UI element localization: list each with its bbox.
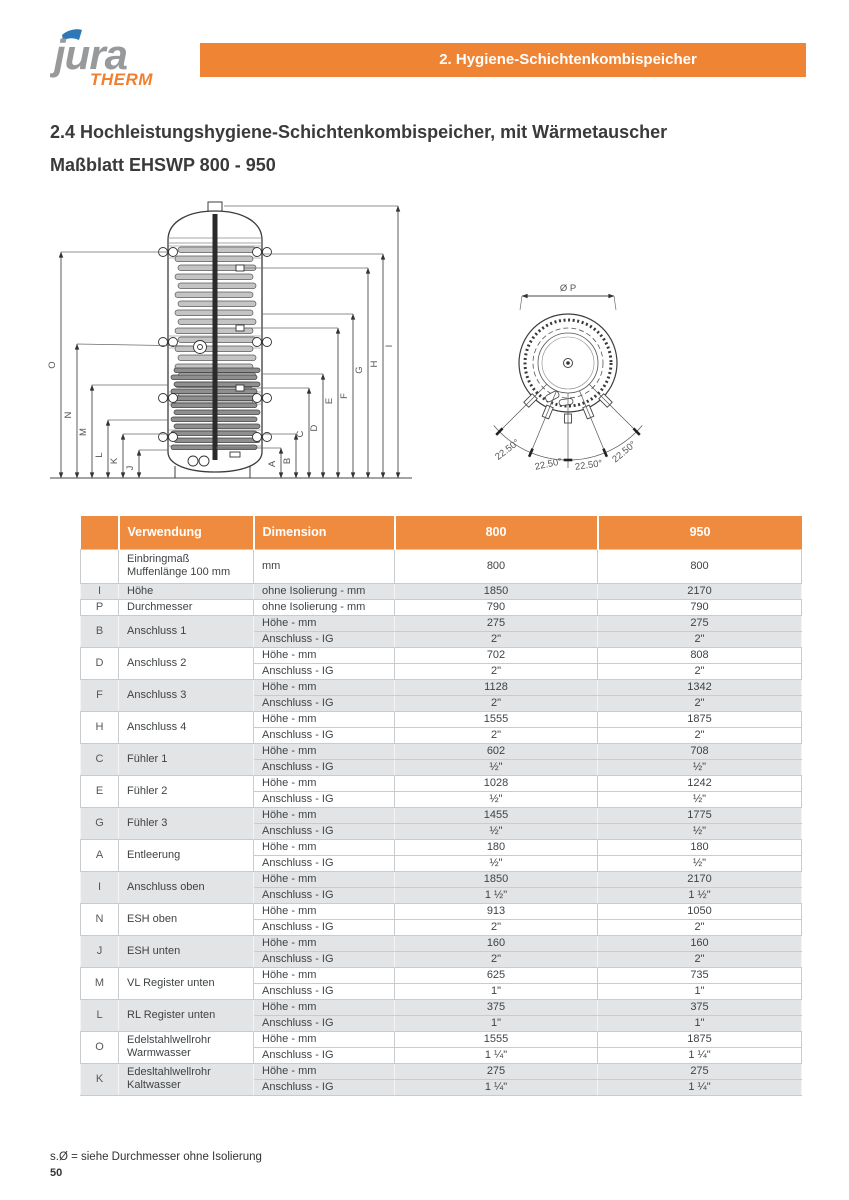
dim-letter: H	[369, 360, 380, 368]
table-row	[81, 711, 802, 727]
table-cell: Höhe - mm	[254, 999, 395, 1015]
table-cell: Anschluss - IG	[254, 919, 395, 935]
dim-letter: J	[125, 465, 136, 471]
table-cell: 1 ¼"	[395, 1047, 598, 1063]
table-cell: 1850	[395, 871, 598, 887]
table-cell: mm	[254, 549, 395, 583]
table-group	[81, 775, 802, 807]
header-verwendung: Verwendung	[119, 516, 254, 549]
table-row	[81, 583, 802, 599]
table-cell: Höhe - mm	[254, 807, 395, 823]
table-cell: Höhe - mm	[254, 743, 395, 759]
table-row	[81, 679, 802, 695]
table-cell: Anschluss - IG	[254, 759, 395, 775]
table-cell: ohne Isolierung - mm	[254, 583, 395, 599]
table-cell: ohne Isolierung - mm	[254, 599, 395, 615]
table-group	[81, 743, 802, 775]
table-row	[81, 743, 802, 759]
table-cell: Anschluss - IG	[254, 887, 395, 903]
table-cell: ½"	[598, 759, 802, 775]
table-cell: 2"	[598, 919, 802, 935]
table-cell: 1850	[395, 583, 598, 599]
table-cell: 275	[395, 615, 598, 631]
table-cell: Anschluss 3	[119, 679, 254, 711]
table-cell: ½"	[395, 791, 598, 807]
table-cell: 2"	[395, 727, 598, 743]
logo-subtext: THERM	[90, 70, 153, 87]
dim-letter: A	[267, 460, 278, 468]
table-cell: D	[81, 647, 119, 679]
dim-letter: E	[324, 397, 335, 405]
table-cell: 1875	[598, 711, 802, 727]
table-cell: 790	[598, 599, 802, 615]
table-cell: Höhe	[119, 583, 254, 599]
table-cell: Fühler 2	[119, 775, 254, 807]
technical-drawing	[0, 195, 849, 505]
table-cell: 702	[395, 647, 598, 663]
table-cell: Anschluss - IG	[254, 983, 395, 999]
table-cell: 2"	[598, 951, 802, 967]
table-cell: Höhe - mm	[254, 903, 395, 919]
table-cell: 1775	[598, 807, 802, 823]
table-cell: 602	[395, 743, 598, 759]
table-cell: ESH unten	[119, 935, 254, 967]
table-cell: 2"	[598, 727, 802, 743]
dim-letter: D	[309, 424, 320, 432]
table-cell: Höhe - mm	[254, 775, 395, 791]
dimension-table	[80, 516, 802, 1096]
table-cell: Anschluss - IG	[254, 791, 395, 807]
table-cell: Anschluss 4	[119, 711, 254, 743]
table-cell: 275	[598, 1063, 802, 1079]
table-cell: 1555	[395, 1031, 598, 1047]
table-cell: Anschluss 2	[119, 647, 254, 679]
table-cell: 708	[598, 743, 802, 759]
table-cell: Höhe - mm	[254, 615, 395, 631]
angle-label: 22.50°	[533, 456, 564, 473]
table-cell: Höhe - mm	[254, 647, 395, 663]
table-cell: 790	[395, 599, 598, 615]
table-cell: 2170	[598, 583, 802, 599]
table-cell: 1"	[598, 1015, 802, 1031]
table-cell: 2"	[598, 663, 802, 679]
table-cell: 800	[395, 549, 598, 583]
angle-label: 22.50°	[493, 437, 522, 463]
table-group	[81, 903, 802, 935]
table-cell: Höhe - mm	[254, 1063, 395, 1079]
table-cell: ESH oben	[119, 903, 254, 935]
header-dimension: Dimension	[254, 516, 395, 549]
table-cell: 1 ¼"	[395, 1079, 598, 1095]
dim-letter: G	[354, 366, 365, 374]
table-cell: 2"	[598, 695, 802, 711]
table-group	[81, 935, 802, 967]
table-cell: Höhe - mm	[254, 1031, 395, 1047]
table-cell: ½"	[598, 855, 802, 871]
page-subtitle: Maßblatt EHSWP 800 - 950	[50, 155, 276, 175]
header-950: 950	[598, 516, 802, 549]
table-row	[81, 903, 802, 919]
tank-front-view	[159, 202, 272, 478]
table-cell: 1 ¼"	[598, 1047, 802, 1063]
table-cell: Anschluss - IG	[254, 1079, 395, 1095]
table-header-row	[81, 516, 802, 549]
table-cell: ½"	[598, 791, 802, 807]
table-group	[81, 583, 802, 599]
table-cell: F	[81, 679, 119, 711]
table-cell: O	[81, 1031, 119, 1063]
table-cell: 1"	[395, 1015, 598, 1031]
table-row	[81, 775, 802, 791]
dim-letter: F	[339, 393, 350, 399]
center-pipe	[213, 214, 218, 460]
table-cell: Anschluss - IG	[254, 951, 395, 967]
table-cell: ½"	[395, 759, 598, 775]
table-cell: H	[81, 711, 119, 743]
table-cell: 375	[395, 999, 598, 1015]
table-group	[81, 615, 802, 647]
table-cell: VL Register unten	[119, 967, 254, 999]
dim-letter: N	[63, 411, 74, 419]
table-cell: G	[81, 807, 119, 839]
table-cell: Anschluss - IG	[254, 695, 395, 711]
table-row	[81, 871, 802, 887]
table-cell: Höhe - mm	[254, 711, 395, 727]
table-row	[81, 615, 802, 631]
table-cell: Fühler 3	[119, 807, 254, 839]
table-row	[81, 1063, 802, 1079]
table-cell: Anschluss - IG	[254, 1047, 395, 1063]
table-cell: Entleerung	[119, 839, 254, 871]
tank-top-view	[493, 283, 642, 473]
table-cell: 180	[598, 839, 802, 855]
table-cell: 1128	[395, 679, 598, 695]
table-cell: 2170	[598, 871, 802, 887]
table-cell: 1"	[598, 983, 802, 999]
table-cell: Anschluss - IG	[254, 823, 395, 839]
angle-label: 22.50°	[610, 439, 639, 466]
table-cell: A	[81, 839, 119, 871]
table-cell: 1875	[598, 1031, 802, 1047]
table-cell: Fühler 1	[119, 743, 254, 775]
table-cell: Durchmesser	[119, 599, 254, 615]
table-cell: 1455	[395, 807, 598, 823]
table-cell: Höhe - mm	[254, 871, 395, 887]
table-row	[81, 807, 802, 823]
table-cell: Höhe - mm	[254, 935, 395, 951]
table-cell: Edelstahlwellrohr Warmwasser	[119, 1031, 254, 1063]
page-number: 50	[50, 1167, 63, 1179]
table-cell: P	[81, 599, 119, 615]
table-cell: 1028	[395, 775, 598, 791]
dim-letter: K	[109, 457, 120, 465]
table-cell: 2"	[395, 951, 598, 967]
table-group	[81, 871, 802, 903]
table-row	[81, 599, 802, 615]
table-cell: ½"	[395, 823, 598, 839]
table-cell: M	[81, 967, 119, 999]
table-cell: Anschluss - IG	[254, 1015, 395, 1031]
table-cell: I	[81, 871, 119, 903]
table-cell: 1342	[598, 679, 802, 695]
table-cell: I	[81, 583, 119, 599]
table-cell: K	[81, 1063, 119, 1095]
table-cell: N	[81, 903, 119, 935]
table-cell: Anschluss 1	[119, 615, 254, 647]
table-cell: J	[81, 935, 119, 967]
table-cell: 808	[598, 647, 802, 663]
table-cell: Edesltahlwellrohr Kaltwasser	[119, 1063, 254, 1095]
logo-text: jura	[54, 31, 128, 78]
table-cell: 1 ¼"	[598, 1079, 802, 1095]
jura-therm-logo	[50, 27, 190, 87]
table-cell: 2"	[395, 919, 598, 935]
table-cell: Anschluss - IG	[254, 855, 395, 871]
table-row	[81, 999, 802, 1015]
table-cell: 800	[598, 549, 802, 583]
table-cell: Anschluss - IG	[254, 663, 395, 679]
table-group	[81, 647, 802, 679]
table-row	[81, 839, 802, 855]
dim-letter: C	[295, 430, 306, 438]
dim-letter: I	[384, 344, 395, 348]
table-cell: 2"	[395, 631, 598, 647]
table-group	[81, 549, 802, 583]
table-cell: 375	[598, 999, 802, 1015]
table-cell: L	[81, 999, 119, 1031]
header-letter	[81, 516, 119, 549]
table-group	[81, 807, 802, 839]
table-cell: 275	[395, 1063, 598, 1079]
table-group	[81, 1063, 802, 1095]
table-cell: 913	[395, 903, 598, 919]
table-cell: 1 ½"	[598, 887, 802, 903]
table-cell: 2"	[395, 695, 598, 711]
table-group	[81, 679, 802, 711]
table-cell: 1555	[395, 711, 598, 727]
table-cell: Höhe - mm	[254, 839, 395, 855]
table-group	[81, 1031, 802, 1063]
table-cell: E	[81, 775, 119, 807]
table-row	[81, 935, 802, 951]
table-cell: Einbringmaß Muffenlänge 100 mm	[119, 549, 254, 583]
table-row	[81, 647, 802, 663]
diameter-label: Ø P	[559, 283, 577, 294]
table-cell: Anschluss oben	[119, 871, 254, 903]
table-cell: Höhe - mm	[254, 679, 395, 695]
dim-letter: L	[94, 452, 105, 458]
table-cell: 1 ½"	[395, 887, 598, 903]
table-cell: Anschluss - IG	[254, 631, 395, 647]
table-cell: RL Register unten	[119, 999, 254, 1031]
footnote: s.Ø = siehe Durchmesser ohne Isolierung	[50, 1151, 262, 1163]
table-cell: 160	[598, 935, 802, 951]
table-cell: 735	[598, 967, 802, 983]
dim-letter: B	[282, 457, 293, 465]
table-cell: 2"	[395, 663, 598, 679]
table-group	[81, 839, 802, 871]
table-cell: 180	[395, 839, 598, 855]
table-group	[81, 711, 802, 743]
dim-letter: M	[78, 428, 89, 436]
table-cell: ½"	[598, 823, 802, 839]
table-row	[81, 549, 802, 583]
chapter-banner: 2. Hygiene-Schichtenkombispeicher	[200, 43, 806, 77]
table-cell: 1"	[395, 983, 598, 999]
table-cell: 1242	[598, 775, 802, 791]
table-cell: 160	[395, 935, 598, 951]
table-cell: Anschluss - IG	[254, 727, 395, 743]
table-cell: 275	[598, 615, 802, 631]
table-row	[81, 967, 802, 983]
table-cell: Höhe - mm	[254, 967, 395, 983]
header-800: 800	[395, 516, 598, 549]
dim-letter: O	[47, 361, 58, 369]
table-cell: B	[81, 615, 119, 647]
table-row	[81, 1031, 802, 1047]
table-cell: ½"	[395, 855, 598, 871]
page-title: 2.4 Hochleistungshygiene-Schichtenkombispeicher, mit Wärmetauscher	[50, 122, 668, 142]
table-cell: 2"	[598, 631, 802, 647]
table-cell: 625	[395, 967, 598, 983]
table-cell: C	[81, 743, 119, 775]
table-cell: 1050	[598, 903, 802, 919]
table-group	[81, 599, 802, 615]
table-group	[81, 999, 802, 1031]
angle-label: 22.50°	[574, 458, 604, 473]
table-group	[81, 967, 802, 999]
table-cell	[81, 549, 119, 583]
